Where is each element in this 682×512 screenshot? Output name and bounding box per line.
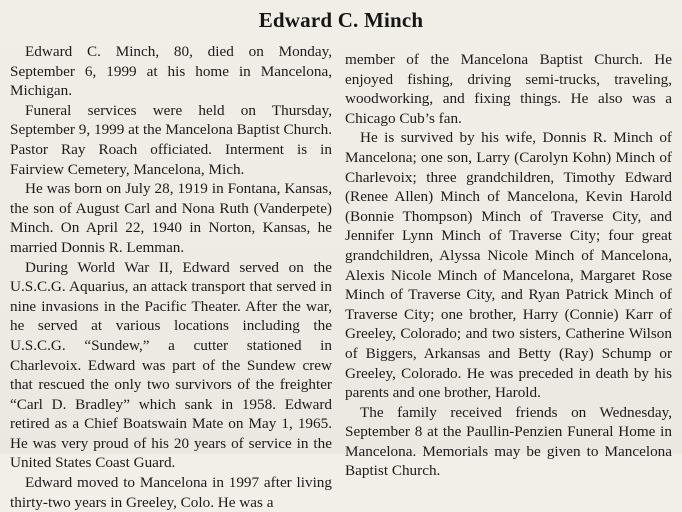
paragraph-hobbies: member of the Mancelona Baptist Church. He enjoyed fishing, driving semi-trucks, traveling, woodworking, and fixing things. He also was a Chicago Cub’s fan.	[345, 51, 672, 127]
right-column	[345, 50, 672, 481]
obituary-title: Edward C. Minch	[258, 8, 424, 32]
paragraph-military-service: During World War II, Edward served on the U.S.C.G. Aquarius, an attack transport that served in nine invasions in the Pacific Theater. After the war, he served at various locations including the U.S.C.G. “Sundew,” a cutter stationed in Charlevoix. Edward was part of the Sundew crew that rescued the only two survivors of the freighter “Carl D. Bradley” which sank in 1958. Edward retired as a Chief Boatswain Mate on May 1, 1965. He was very proud of his 20 years of service in the United States Coast Guard.	[10, 258, 332, 472]
paragraph-survivors: He is survived by his wife, Donnis R. Minch of Mancelona; one son, Larry (Carolyn Kohn) Minch of Charlevoix; three grandchildren, Timothy Edward (Renee Allen) Minch of Mancelona, Kevin Harold (Bonnie Thompson) Minch of Traverse City, and Jennifer Lynn Minch of Traverse City; four great grandchildren, Alyssa Nicole Minch of Mancelona, Alexis Nicole Minch of Mancelona, Margaret Rose Minch of Traverse City, and Ryan Patrick Minch of Traverse City; one brother, Harry (Connie) Karr of Greeley, Colorado; and two sisters, Catherine Wilson of Biggers, Arkansas and Betty (Ray) Schump or Greeley, Colorado. He was preceded in death by his parents and one brother, Harold.	[345, 129, 672, 402]
paragraph-move-to-mancelona: Edward moved to Mancelona in 1997 after living thirty-two years in Greeley, Colo. He was a	[10, 474, 332, 511]
paragraph-visitation-memorials: The family received friends on Wednesday, September 8 at the Paullin-Penzien Funeral Home in Mancelona. Memorials may be given to Mancelona Baptist Church.	[345, 403, 672, 480]
paragraph-birth-marriage: He was born on July 28, 1919 in Fontana, Kansas, the son of August Carl and Nona Ruth (Vanderpete) Minch. On April 22, 1940 in Norton, Kansas, he married Donnis R. Lemman.	[10, 180, 332, 256]
paragraph-funeral-services: Funeral services were held on Thursday, September 9, 1999 at the Mancelona Baptist Church. Pastor Ray Roach officiated. Interment is in Fairview Cemetery, Mancelona, Mich.	[10, 101, 332, 178]
paragraph-death-notice: Edward C. Minch, 80, died on Monday, September 6, 1999 at his home in Mancelona, Michigan.	[10, 43, 332, 100]
left-column	[10, 42, 332, 512]
